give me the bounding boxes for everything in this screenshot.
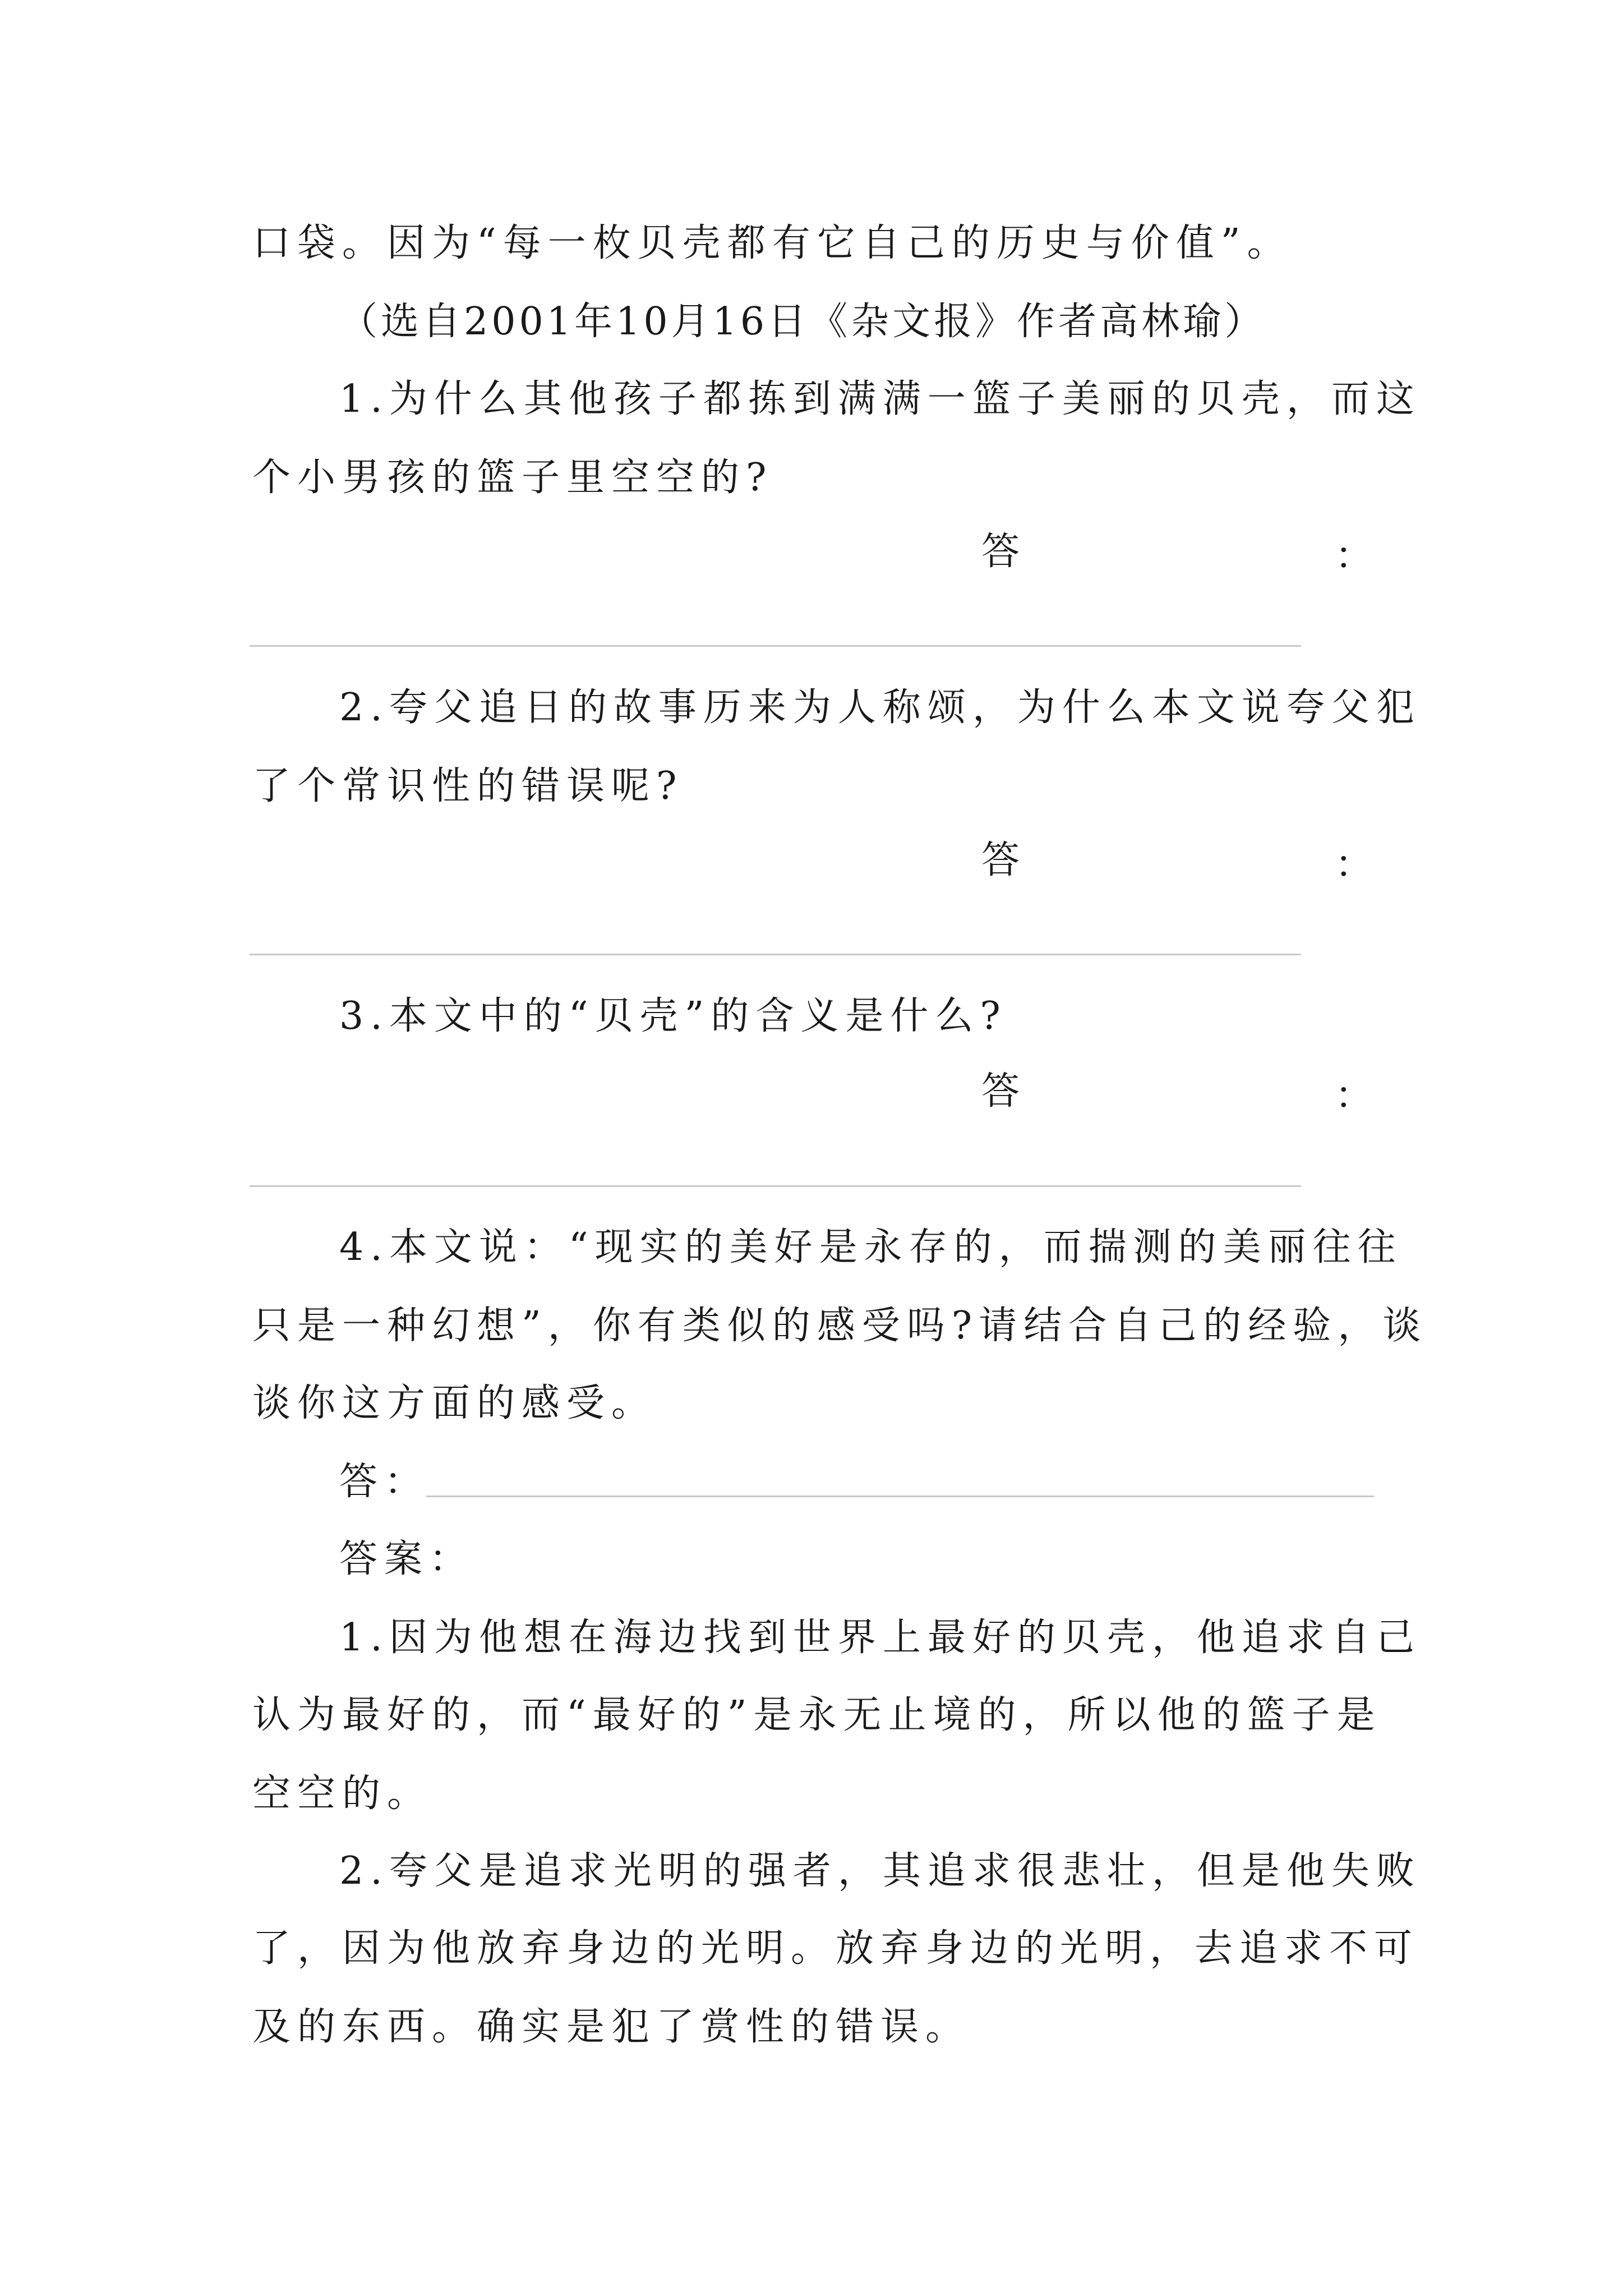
- question-2: 2.夸父追日的故事历来为人称颂，为什么本文说夸父犯: [339, 685, 1421, 730]
- answer-colon: ：: [1335, 534, 1373, 578]
- answer-label: 答: [981, 1069, 1020, 1114]
- text-line: 口袋。因为“每一枚贝壳都有它自己的历史与价值”。: [252, 221, 1292, 265]
- answer-1: 1.因为他想在海边找到世界上最好的贝壳，他追求自己: [339, 1616, 1421, 1660]
- question-1-cont: 个小男孩的篮子里空空的?: [252, 455, 773, 500]
- answer-line-3[interactable]: [250, 1185, 1301, 1187]
- answer-colon: ：: [1335, 843, 1373, 887]
- answers-heading: 答案：: [339, 1537, 474, 1581]
- answer-line-4[interactable]: [426, 1496, 1374, 1497]
- answer-line-1[interactable]: [250, 645, 1301, 647]
- question-1: 1.为什么其他孩子都拣到满满一篮子美丽的贝壳，而这: [339, 377, 1421, 421]
- question-2-cont: 了个常识性的错误呢?: [252, 764, 684, 808]
- answer-2: 2.夸父是追求光明的强者，其追求很悲壮，但是他失败: [339, 1849, 1421, 1893]
- answer-2-cont: 了，因为他放弃身边的光明。放弃身边的光明，去追求不可: [252, 1926, 1419, 1971]
- answer-label: 答: [981, 838, 1020, 882]
- answer-line-2[interactable]: [250, 954, 1301, 955]
- question-4-cont: 只是一种幻想”，你有类似的感受吗?请结合自己的经验，谈: [252, 1304, 1428, 1348]
- question-4-cont: 谈你这方面的感受。: [252, 1381, 657, 1425]
- answer-prompt-4: 答：: [339, 1460, 430, 1504]
- question-3: 3.本文中的“贝壳”的含义是什么?: [339, 994, 1007, 1038]
- answer-2-cont: 及的东西。确实是犯了赏性的错误。: [252, 2005, 971, 2049]
- question-4: 4.本文说：“现实的美好是永存的，而揣测的美丽往往: [339, 1225, 1403, 1269]
- answer-label: 答: [981, 530, 1020, 574]
- answer-1-cont: 认为最好的，而“最好的”是永无止境的，所以他的篮子是: [252, 1693, 1382, 1737]
- answer-colon: ：: [1335, 1074, 1373, 1118]
- answer-1-cont: 空空的。: [252, 1772, 432, 1816]
- source-citation: （选自2001年10月16日《杂文报》作者高林瑜）: [339, 300, 1266, 344]
